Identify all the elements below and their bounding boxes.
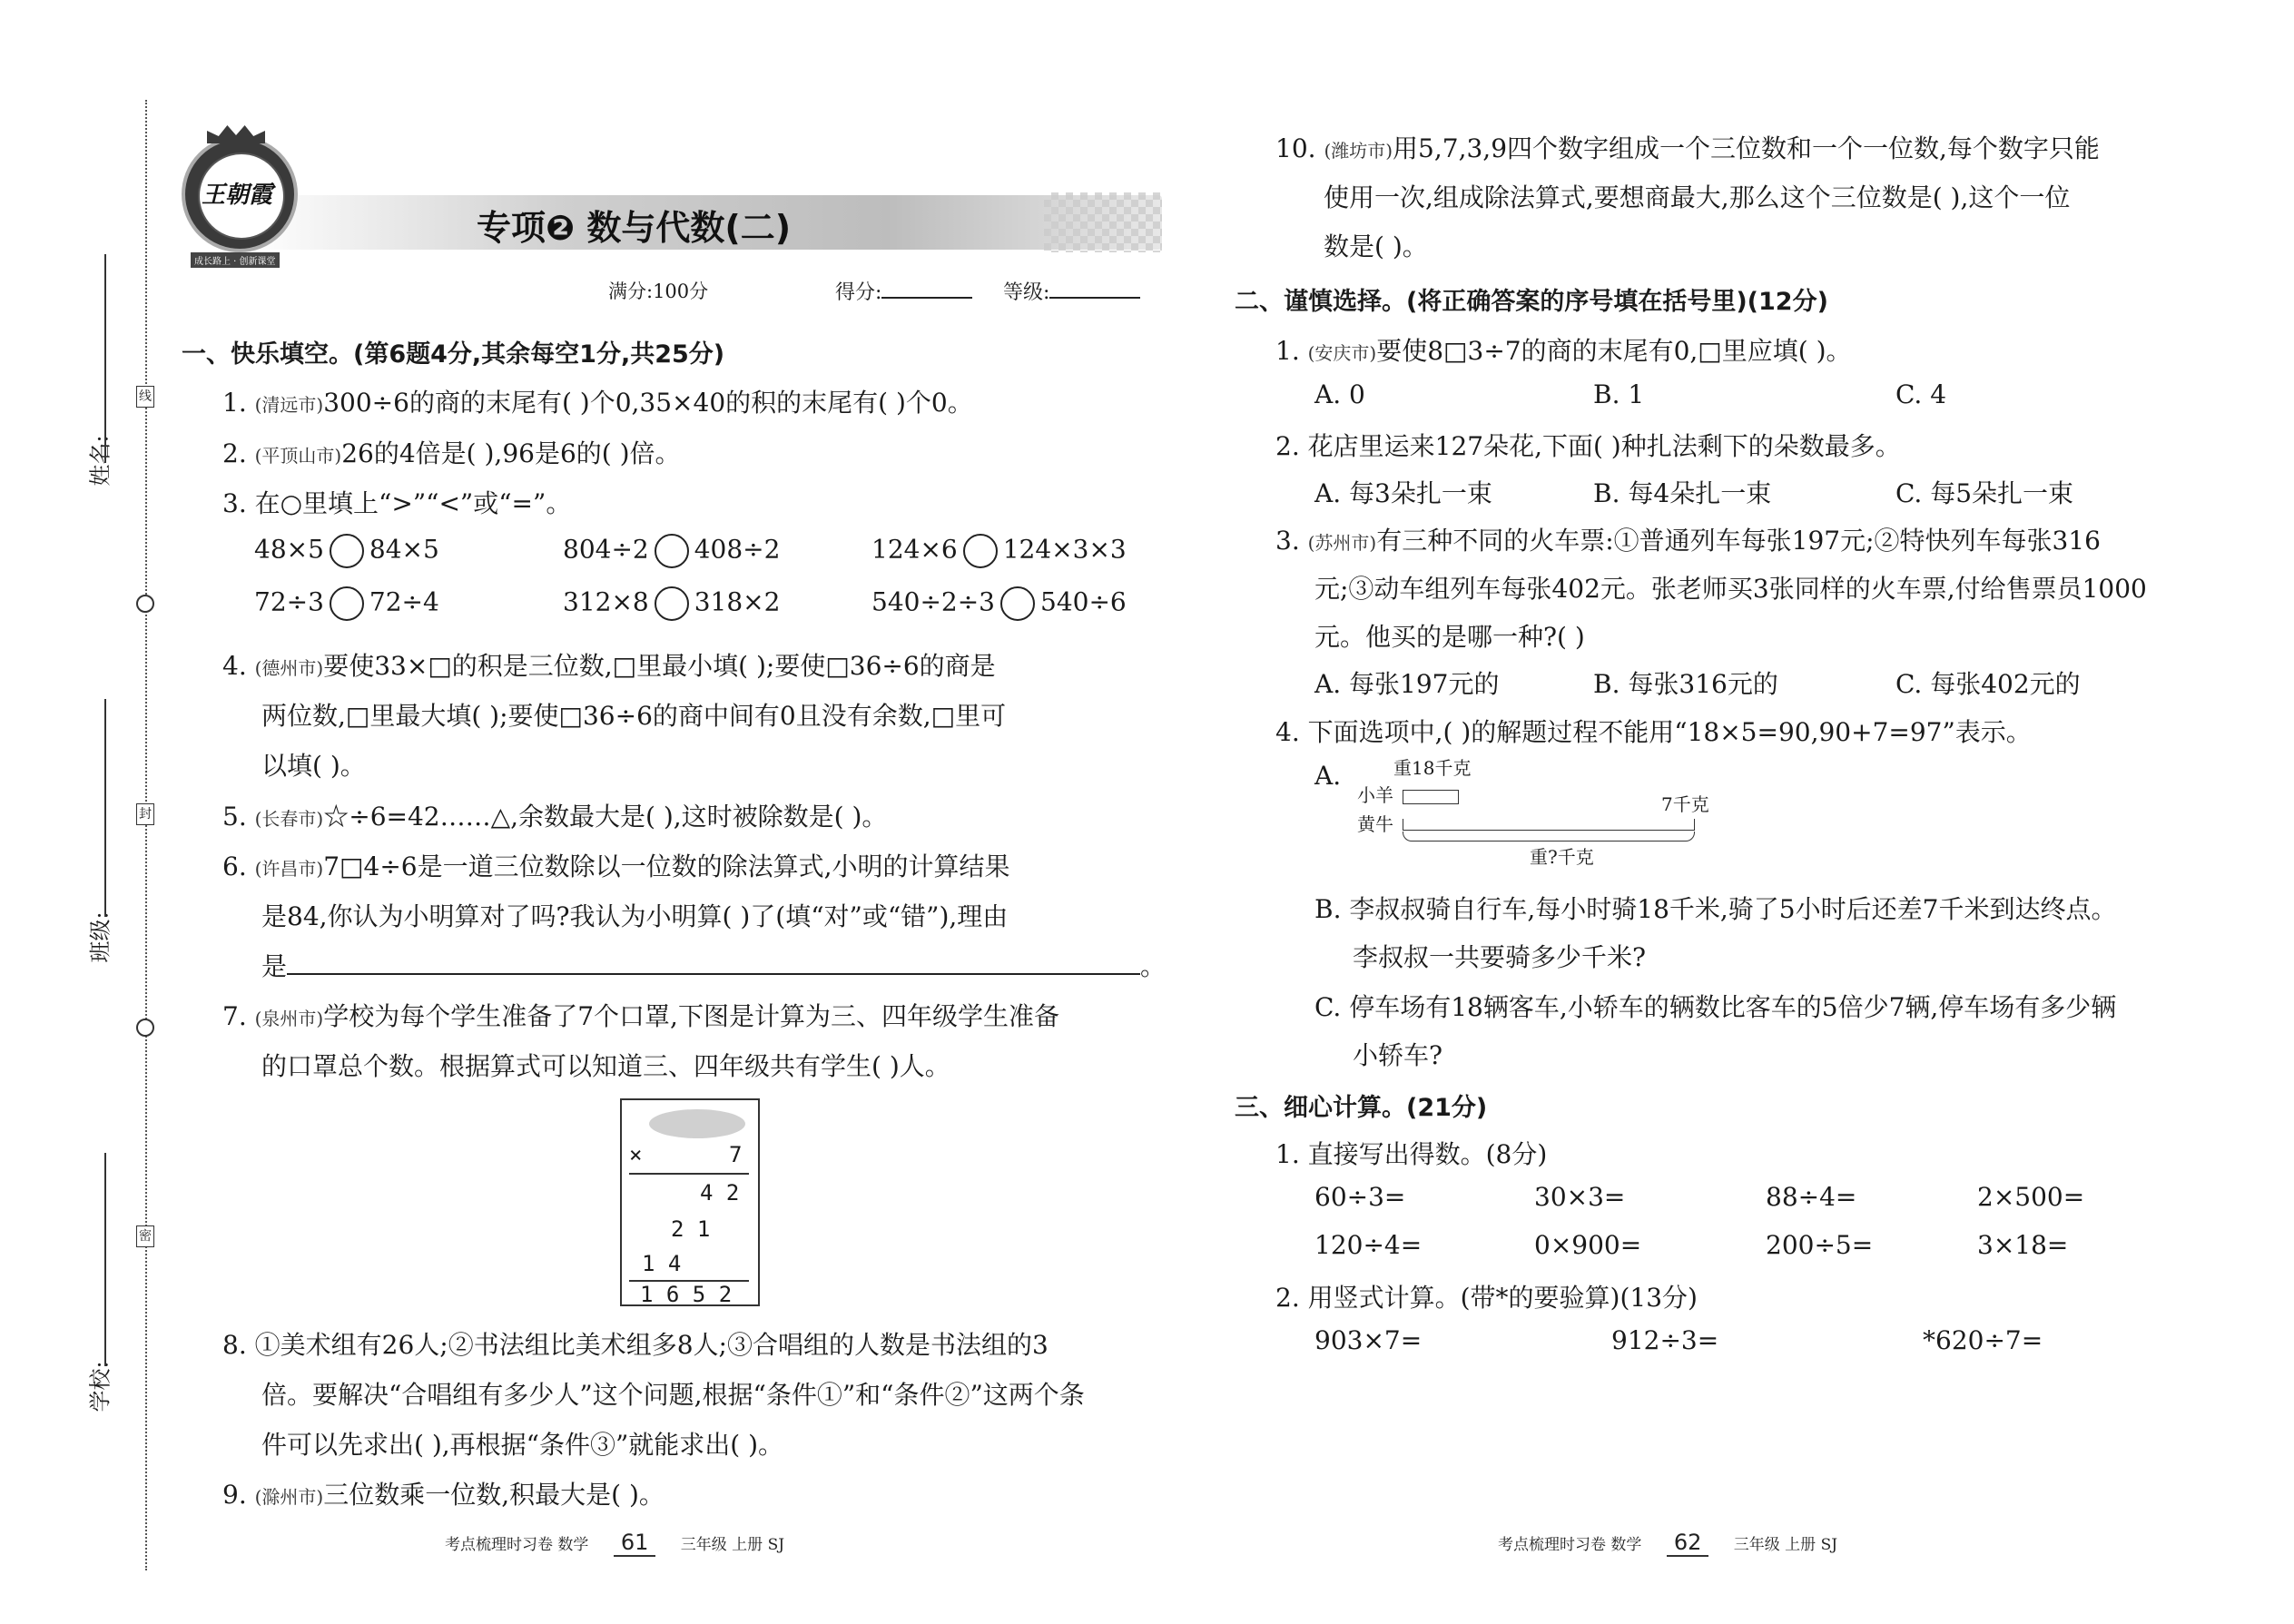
compare-item	[871, 586, 1127, 621]
expr-left: 804÷2	[563, 534, 649, 565]
logo-text: 王朝霞	[202, 182, 273, 209]
question-5	[222, 797, 887, 833]
name-line	[104, 254, 106, 463]
calc-row1: 4 2	[700, 1180, 740, 1206]
city-tag: (滁州市)	[254, 1486, 324, 1508]
calc-result: 1 6 5 2	[640, 1282, 733, 1307]
expr-left: 312×8	[563, 586, 649, 617]
q-text: 三位数乘一位数,积最大是( )。	[323, 1480, 665, 1510]
expr-left: 540÷2÷3	[871, 586, 995, 617]
city-tag: (清远市)	[254, 394, 324, 416]
q-number: 2.	[1275, 431, 1300, 461]
city-tag: (泉州市)	[254, 1008, 324, 1029]
compare-item	[254, 586, 439, 621]
cattle-label: 黄牛	[1357, 813, 1393, 835]
q-text: 26的4倍是( ),96是6的( )倍。	[341, 438, 681, 468]
question-1	[222, 383, 973, 419]
choice-3	[1275, 521, 2101, 557]
q-text: 是	[261, 951, 288, 981]
cattle-segment	[1403, 819, 1695, 831]
grade-blank[interactable]	[1049, 297, 1140, 299]
expr-right: 84×5	[369, 534, 439, 565]
question-7-line2: 的口罩总个数。根据算式可以知道三、四年级共有学生( )人。	[261, 1051, 950, 1081]
question-9	[222, 1475, 665, 1511]
q-number: 5.	[222, 802, 247, 832]
question-2	[222, 434, 681, 470]
dotted-cut-line	[145, 100, 147, 1570]
segment-diagram	[1357, 753, 1720, 871]
option-b-line1[interactable]: B. 李叔叔骑自行车,每小时骑18千米,骑了5小时后还差7千米到达终点。	[1314, 894, 2117, 924]
calc-line	[629, 1173, 749, 1175]
score-blank[interactable]	[881, 297, 972, 299]
city-tag: (德州市)	[254, 657, 324, 679]
oral-calc-item[interactable]: 200÷5=	[1766, 1230, 1874, 1260]
city-tag: (安庆市)	[1307, 342, 1377, 364]
compare-circle[interactable]	[330, 586, 364, 621]
oral-calc-item[interactable]: 3×18=	[1977, 1230, 2069, 1260]
compare-circle[interactable]	[1000, 586, 1035, 621]
seal-mark-line: 线	[136, 386, 154, 408]
score-field[interactable]	[835, 277, 972, 305]
q-number: 2.	[222, 438, 247, 468]
oral-calc-item[interactable]: 60÷3=	[1314, 1182, 1406, 1212]
extra-label: 7千克	[1661, 793, 1709, 815]
question-8-line3: 件可以先求出( ),再根据“条件③”就能求出( )。	[261, 1430, 784, 1460]
q-text: 要使33×□的积是三位数,□里最小填( );要使□36÷6的商是	[323, 651, 996, 681]
q-number: 1.	[1275, 336, 1300, 366]
vertical-calc-item[interactable]: 912÷3=	[1611, 1325, 1719, 1355]
compare-item	[563, 534, 780, 568]
oral-calc-item[interactable]: 120÷4=	[1314, 1230, 1423, 1260]
q-text: ☆÷6=42……△,余数最大是( ),这时被除数是( )。	[323, 802, 888, 832]
option-c-line1[interactable]: C. 停车场有18辆客车,小轿车的辆数比客车的5倍少7辆,停车场有多少辆	[1314, 992, 2117, 1022]
compare-circle[interactable]	[330, 534, 364, 568]
name-label: 姓名:	[87, 435, 113, 487]
compare-circle[interactable]	[655, 534, 689, 568]
expr-right: 540÷6	[1040, 586, 1127, 617]
score-label: 得分:	[835, 281, 882, 304]
calc-multiplier: 7	[729, 1142, 743, 1167]
compare-item	[254, 534, 439, 568]
q-text: 7□4÷6是一道三位数除以一位数的除法算式,小明的计算结果	[323, 851, 1010, 881]
section-3-heading: 三、细心计算。(21分)	[1235, 1094, 1488, 1122]
compare-item	[871, 534, 1127, 568]
q-number: 1.	[222, 388, 247, 418]
footer-title: 考点梳理时习卷 数学	[445, 1536, 589, 1554]
seal-mark-seal: 封	[136, 803, 154, 825]
expr-right: 318×2	[694, 586, 781, 617]
option-c-line2: 小轿车?	[1353, 1040, 1443, 1070]
city-tag: (苏州市)	[1307, 532, 1377, 554]
sheep-segment	[1403, 790, 1459, 804]
footer-left	[445, 1530, 784, 1557]
q-number: 4.	[222, 651, 247, 681]
school-label: 学校:	[87, 1361, 113, 1412]
option-c[interactable]: C. 每张402元的	[1895, 669, 2081, 699]
footer-grade: 三年级 上册 SJ	[680, 1536, 785, 1554]
option-a[interactable]: A. 每张197元的	[1314, 669, 1500, 699]
question-4-line2: 两位数,□里最大填( );要使□36÷6的商中间有0且没有余数,□里可	[261, 701, 1007, 731]
calc-2-heading: 2. 用竖式计算。(带*的要验算)(13分)	[1275, 1283, 1698, 1313]
q-text: 要使8□3÷7的商的末尾有0,□里应填( )。	[1376, 336, 1852, 366]
brace	[1403, 832, 1695, 842]
weight-top-label: 重18千克	[1393, 757, 1472, 779]
page-number: 62	[1667, 1530, 1709, 1557]
option-a[interactable]: A. 每3朵扎一束	[1314, 478, 1492, 508]
q-number: 3.	[222, 488, 247, 518]
expr-right: 124×3×3	[1002, 534, 1127, 565]
footer-grade: 三年级 上册 SJ	[1733, 1536, 1838, 1554]
option-c[interactable]: C. 4	[1895, 379, 1947, 409]
city-tag: (长春市)	[254, 808, 324, 830]
q-number: 3.	[1275, 526, 1300, 556]
option-a[interactable]: A. 0	[1314, 379, 1365, 409]
reason-blank[interactable]	[287, 973, 1140, 975]
q-text: ①美术组有26人;②书法组比美术组多8人;③合唱组的人数是书法组的3	[254, 1330, 1049, 1360]
oral-calc-item[interactable]: 88÷4=	[1766, 1182, 1857, 1212]
option-b[interactable]: B. 1	[1593, 379, 1645, 409]
question-6-line2: 是84,你认为小明算对了吗?我认为小明算( )了(填“对”或“错”),理由	[261, 901, 1009, 931]
choice-4	[1275, 713, 2032, 749]
q-text: 。	[1140, 951, 1167, 981]
q-number: 7.	[222, 1001, 247, 1031]
class-line	[104, 699, 106, 917]
footer-right	[1498, 1530, 1837, 1557]
footer-title: 考点梳理时习卷 数学	[1498, 1536, 1642, 1554]
option-b[interactable]: B. 每张316元的	[1593, 669, 1778, 699]
margin-ornament-icon	[136, 1019, 154, 1037]
vertical-calc-item[interactable]: *620÷7=	[1923, 1325, 2043, 1355]
expr-right: 408÷2	[694, 534, 781, 565]
city-tag: (许昌市)	[254, 858, 324, 880]
logo-ribbon-text: 成长路上 · 创新课堂	[191, 252, 280, 268]
option-b[interactable]: B. 每4朵扎一束	[1593, 478, 1772, 508]
question-6-line3	[261, 947, 1166, 983]
q-text: 学校为每个学生准备了7个口罩,下图是计算为三、四年级学生准备	[323, 1001, 1059, 1031]
q-text: 花店里运来127朵花,下面( )种扎法剩下的朵数最多。	[1307, 431, 1901, 461]
q-text: 在○里填上“>”“<”或“=”。	[254, 488, 572, 518]
q-number: 4.	[1275, 717, 1300, 747]
question-3	[222, 484, 571, 520]
grade-label: 等级:	[1003, 281, 1050, 304]
oral-calc-item[interactable]: 2×500=	[1977, 1182, 2085, 1212]
expr-left: 124×6	[871, 534, 958, 565]
choice-3-line3: 元。他买的是哪一种?( )	[1314, 622, 1585, 652]
q-number: 9.	[222, 1480, 247, 1510]
question-10-line2: 使用一次,组成除法算式,要想商最大,那么这个三位数是( ),这个一位	[1324, 182, 2071, 212]
compare-circle[interactable]	[963, 534, 998, 568]
class-label: 班级:	[87, 911, 113, 963]
seal-mark-secret: 密	[136, 1225, 154, 1247]
q-text: 有三种不同的火车票:①普通列车每张197元;②特快列车每张316	[1376, 526, 2101, 556]
full-marks: 满分:100分	[608, 281, 709, 302]
calc-1-heading: 1. 直接写出得数。(8分)	[1275, 1139, 1548, 1169]
option-a-label[interactable]: A.	[1314, 761, 1342, 791]
question-8-line2: 倍。要解决“合唱组有多少人”这个问题,根据“条件①”和“条件②”这两个条	[261, 1380, 1085, 1410]
checker-pattern	[1044, 192, 1162, 252]
q-text: 下面选项中,( )的解题过程不能用“18×5=90,90+7=97”表示。	[1307, 717, 2032, 747]
grade-field[interactable]	[1003, 277, 1140, 305]
q-text: 用5,7,3,9四个数字组成一个三位数和一个一位数,每个数字只能	[1393, 133, 2100, 163]
school-line	[104, 1153, 106, 1366]
question-4	[222, 646, 996, 683]
crown-icon	[207, 125, 265, 143]
choice-2	[1275, 427, 1901, 463]
q-number: 8.	[222, 1330, 247, 1360]
calc-operator: ×	[629, 1142, 643, 1167]
choice-1	[1275, 331, 1852, 368]
score-bar	[608, 277, 708, 304]
question-8	[222, 1325, 1049, 1362]
question-7	[222, 997, 1059, 1033]
question-4-line3: 以填( )。	[261, 751, 366, 781]
option-b-line2: 李叔叔一共要骑多少千米?	[1353, 942, 1647, 972]
logo	[182, 136, 298, 267]
option-c[interactable]: C. 每5朵扎一束	[1895, 478, 2074, 508]
expr-right: 72÷4	[369, 586, 439, 617]
calc-row2: 2 1	[671, 1216, 711, 1242]
page-number: 61	[614, 1530, 656, 1557]
vertical-calc-item[interactable]: 903×7=	[1314, 1325, 1423, 1355]
city-tag: (潍坊市)	[1324, 140, 1393, 162]
choice-3-line2: 元;③动车组列车每张402元。张老师买3张同样的火车票,付给售票员1000	[1314, 574, 2147, 604]
compare-circle[interactable]	[655, 586, 689, 621]
covered-number	[649, 1109, 745, 1138]
calc-row3: 1 4	[642, 1251, 682, 1276]
q-number: 6.	[222, 851, 247, 881]
vertical-calc-box	[620, 1098, 760, 1306]
q-number: 10.	[1275, 133, 1316, 163]
section-2-heading: 二、谨慎选择。(将正确答案的序号填在括号里)(12分)	[1235, 288, 1828, 316]
oral-calc-item[interactable]: 30×3=	[1534, 1182, 1626, 1212]
question-10	[1275, 129, 2100, 165]
q-text: 300÷6的商的末尾有( )个0,35×40的积的末尾有( )个0。	[323, 388, 973, 418]
sheep-label: 小羊	[1357, 784, 1393, 806]
margin-ornament-icon	[136, 595, 154, 613]
section-1-heading: 一、快乐填空。(第6题4分,其余每空1分,共25分)	[182, 340, 725, 369]
page-title: 专项❷ 数与代数(二)	[477, 208, 792, 248]
question-10-line3: 数是( )。	[1324, 231, 1428, 261]
expr-left: 72÷3	[254, 586, 324, 617]
compare-item	[563, 586, 780, 621]
total-label: 重?千克	[1530, 846, 1594, 868]
city-tag: (平顶山市)	[254, 445, 342, 467]
question-6	[222, 847, 1010, 883]
oral-calc-item[interactable]: 0×900=	[1534, 1230, 1642, 1260]
expr-left: 48×5	[254, 534, 324, 565]
